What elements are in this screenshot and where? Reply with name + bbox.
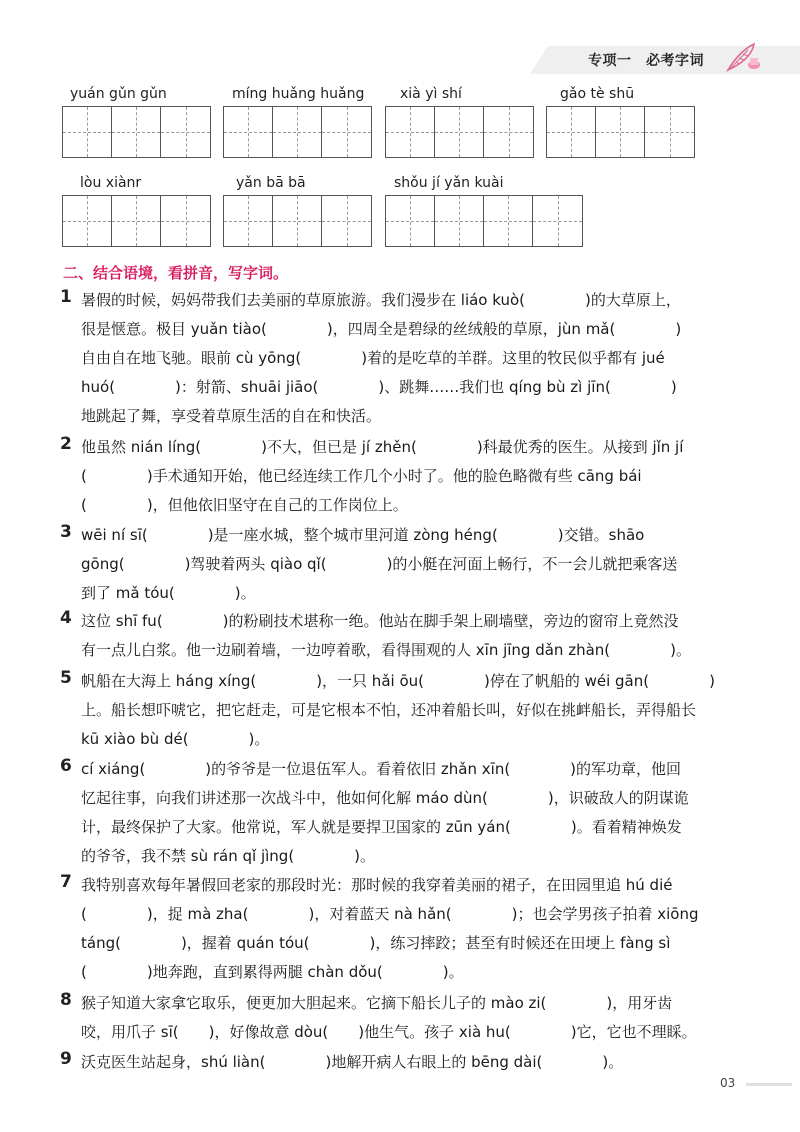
pinyin-label: lòu xiànr xyxy=(80,175,142,191)
page-number: 03 xyxy=(720,1076,736,1090)
question-text-line: 上。船长想吓唬它，把它赶走，可是它根本不怕，还冲着船长叫，好似在挑衅船长，弄得船长 xyxy=(81,701,697,719)
question-text-line: 自由自在地飞驰。眼前 cù yōng( )着的是吃草的羊群。这里的牧民似乎都有 jué xyxy=(81,349,665,367)
question-text-line: 沃克医生站起身，shú liàn( )地解开病人右眼上的 bēng dài( )。 xyxy=(81,1053,624,1071)
question-text-line: ( )地奔跑，直到累得两腿 chàn dǒu( )。 xyxy=(81,963,464,981)
section-title: 二、结合语境，看拼音，写字词。 xyxy=(63,264,289,282)
question-text-line: 咬，用爪子 sī( )，好像故意 dòu( )他生气。孩子 xià hu( )它，它也不理睬。 xyxy=(81,1023,697,1041)
question-text-line: 有一点儿白浆。他一边刷着墙，一边哼着歌，看得围观的人 xīn jīng dǎn zhàn( )。 xyxy=(81,641,691,659)
question-text-line: 猴子知道大家拿它取乐，便更加大胆起来。它摘下船长儿子的 mào zi( )，用牙齿 xyxy=(81,994,673,1012)
pinyin-label: yuán gǔn gǔn xyxy=(70,86,167,102)
page-header-title: 专项一 必考字词 xyxy=(588,53,704,69)
question-text-line: 我特别喜欢每年暑假回老家的那段时光：那时候的我穿着美丽的裙子，在田园里追 hú dié xyxy=(81,876,673,894)
pinyin-label: gǎo tè shū xyxy=(560,86,635,102)
writing-grid[interactable] xyxy=(385,106,534,158)
question-text-line: 计，最终保护了大家。他常说，军人就是要捍卫国家的 zūn yán( )。看着精神焕发 xyxy=(81,818,682,836)
question-text-line: 暑假的时候，妈妈带我们去美丽的草原旅游。我们漫步在 liáo kuò( )的大草原上， xyxy=(81,291,681,309)
footer-divider xyxy=(746,1083,792,1086)
question-text-line: 他虽然 nián líng( )不大，但已是 jí zhěn( )科最优秀的医生。从接到 jǐn jí xyxy=(81,438,684,456)
question-number: 7 xyxy=(60,872,72,892)
question-text-line: cí xiáng( )的爷爷是一位退伍军人。看着依旧 zhǎn xīn( )的军功章，他回 xyxy=(81,760,682,778)
feather-pen-icon xyxy=(724,40,762,74)
pinyin-label: shǒu jí yǎn kuài xyxy=(394,175,504,191)
question-text-line: huó( )：射箭、shuāi jiāo( )、跳舞……我们也 qíng bù zì jīn( ) xyxy=(81,378,677,396)
question-text-line: ( )手术通知开始，他已经连续工作几个小时了。他的脸色略微有些 cāng bái xyxy=(81,467,642,485)
question-text-line: ( )，但他依旧坚守在自己的工作岗位上。 xyxy=(81,496,408,514)
pinyin-label: míng huǎng huǎng xyxy=(232,86,365,102)
question-text-line: 很是惬意。极目 yuǎn tiào( )，四周全是碧绿的丝绒般的草原，jùn mǎ( ) xyxy=(81,320,682,338)
question-text-line: gōng( )驾驶着两头 qiào qǐ( )的小艇在河面上畅行，不一会儿就把乘客送 xyxy=(81,555,678,573)
question-text-line: 的爷爷，我不禁 sù rán qǐ jìng( )。 xyxy=(81,847,376,865)
writing-grid[interactable] xyxy=(223,195,372,247)
question-number: 5 xyxy=(60,668,72,688)
question-text-line: 地跳起了舞，享受着草原生活的自在和快活。 xyxy=(81,407,382,425)
question-text-line: táng( )，握着 quán tóu( )，练习摔跤；甚至有时候还在田埂上 fàng sì xyxy=(81,934,671,952)
question-number: 6 xyxy=(60,756,72,776)
question-text-line: 忆起往事，向我们讲述那一次战斗中，他如何化解 máo dùn( )，识破敌人的阴谋诡 xyxy=(81,789,689,807)
question-text-line: wēi ní sī( )是一座水城，整个城市里河道 zòng héng( )交错。shāo xyxy=(81,526,645,544)
writing-grid[interactable] xyxy=(62,106,211,158)
writing-grid[interactable] xyxy=(385,195,583,247)
pinyin-label: yǎn bā bā xyxy=(236,175,306,191)
writing-grid[interactable] xyxy=(62,195,211,247)
question-text-line: 这位 shī fu( )的粉刷技术堪称一绝。他站在脚手架上刷墙壁，旁边的窗帘上竟然没 xyxy=(81,612,679,630)
question-text-line: 到了 mǎ tóu( )。 xyxy=(81,584,256,602)
question-number: 4 xyxy=(60,608,72,628)
writing-grid[interactable] xyxy=(546,106,695,158)
writing-grid[interactable] xyxy=(223,106,372,158)
question-text-line: kū xiào bù dé( )。 xyxy=(81,730,270,748)
question-number: 9 xyxy=(60,1049,72,1069)
question-text-line: 帆船在大海上 háng xíng( )，一只 hǎi ōu( )停在了帆船的 wéi gān( ) xyxy=(81,672,715,690)
pinyin-label: xià yì shí xyxy=(400,86,462,102)
question-text-line: ( )，捉 mà zha( )，对着蓝天 nà hǎn( )；也会学男孩子拍着 xiōng xyxy=(81,905,699,923)
question-number: 2 xyxy=(60,434,72,454)
question-number: 3 xyxy=(60,522,72,542)
question-number: 1 xyxy=(60,287,72,307)
question-number: 8 xyxy=(60,990,72,1010)
